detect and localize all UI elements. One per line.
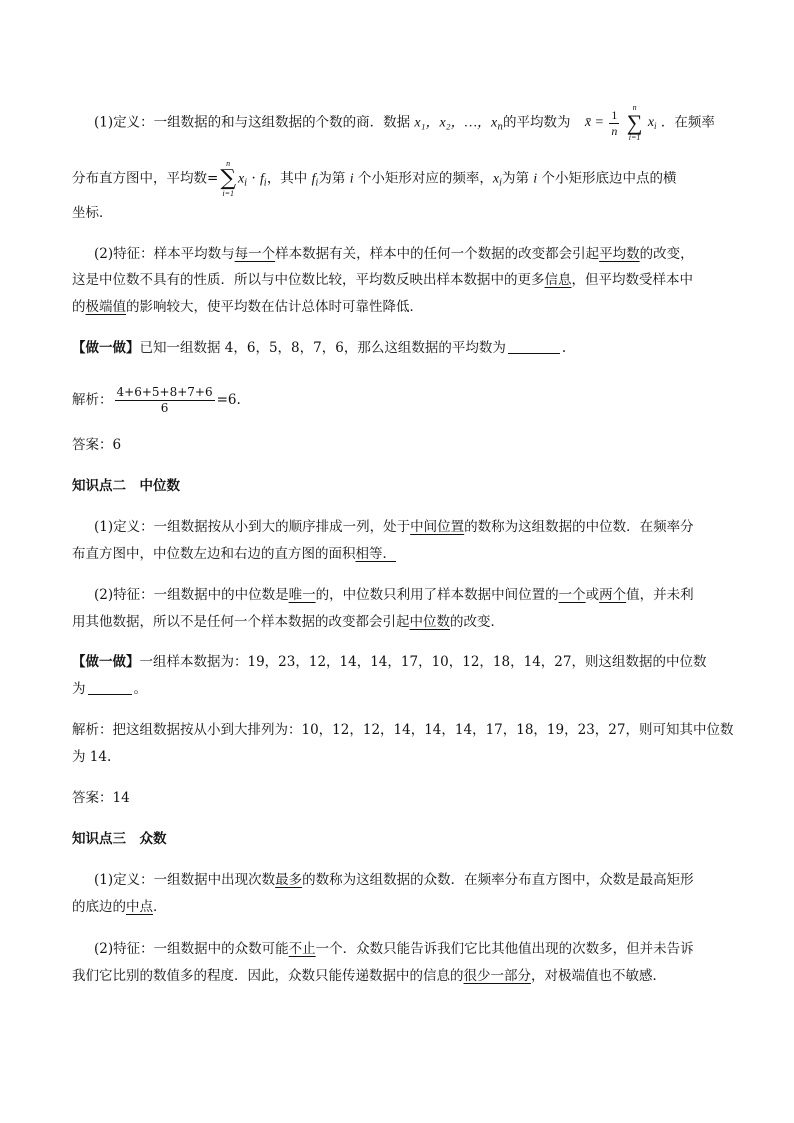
text: 的改变． [450, 614, 504, 630]
text: (1)定义：一组数据的和与这组数据的个数的商．数据 [94, 114, 415, 131]
text: 的 [72, 299, 86, 315]
x-term: x [238, 171, 245, 187]
median-heading: 知识点二 中位数 [72, 478, 180, 494]
text: 的数称为这组数据的中位数．在频率分 [464, 519, 694, 535]
mean-feature-line-2 [72, 270, 693, 290]
exercise-label: 【做一做】 [72, 340, 140, 356]
median-exercise-line-1 [72, 652, 706, 672]
exercise-label: 【做一做】 [72, 654, 140, 670]
f-var-sub: i [315, 178, 319, 189]
text: 一组样本数据为：19，23，12，14，14，17，10，12，18，14，27，则这组数据的中位数 [139, 654, 707, 670]
mean-definition-line-1 [94, 104, 715, 142]
text: ． [153, 899, 167, 915]
text: 为 [72, 681, 86, 697]
underlined-term: 中间位置 [410, 519, 465, 535]
text: = [207, 170, 219, 187]
text: (1)定义：一组数据中出现次数 [94, 872, 276, 888]
mode-heading: 知识点三 众数 [72, 831, 167, 847]
mean-feature-line-3 [72, 297, 423, 317]
underlined-term: 信息 [544, 272, 572, 288]
text: (1)定义：一组数据按从小到大的顺序排成一列，处于 [94, 519, 411, 535]
f-sub: i [263, 178, 267, 189]
frac-den: n [611, 123, 618, 138]
median-feature-line-1 [94, 585, 694, 605]
text: 的影响较大，使平均数在估计总体时可靠性降低． [126, 299, 423, 315]
mode-definition-line-1 [94, 870, 694, 890]
x-sub: i [244, 178, 248, 189]
answer-blank[interactable] [508, 339, 560, 354]
median-definition-line-1 [94, 517, 694, 537]
mode-feature-line-1 [94, 939, 694, 959]
text: 已知一组数据 4，6，5，8，7，6，那么这组数据的平均数为 [139, 340, 506, 356]
underlined-term: 不止 [288, 941, 316, 957]
underlined-term: 平均数 [599, 246, 640, 262]
solution-fraction [115, 385, 215, 416]
underlined-term: 相等． [355, 546, 396, 562]
median-definition-line-2 [72, 544, 396, 564]
text: . [561, 340, 567, 356]
i-var: i [349, 171, 354, 187]
median-solution-line-2: 为 14. [72, 749, 112, 765]
mean-solution [72, 385, 241, 416]
sum-top: n [632, 103, 637, 112]
mode-feature-line-2 [72, 966, 666, 986]
x-var: x [492, 171, 500, 187]
text: 解析： [72, 392, 113, 408]
median-answer: 答案：14 [72, 790, 130, 806]
text: 的，中位数只利用了样本数据中间位置的 [315, 587, 559, 603]
sum-bottom: i=1 [628, 133, 641, 142]
underlined-term: 唯一 [288, 587, 316, 603]
x-bar: x̄ = [584, 115, 605, 131]
text: 用其他数据，所以不是任何一个样本数据的改变都会引起 [72, 614, 410, 630]
text: 的底边的 [72, 899, 126, 915]
var-list: x₁，x₂，…，x [414, 115, 498, 131]
text: 个小矩形底边中点的横 [537, 170, 677, 187]
sum-bottom: i=1 [222, 189, 234, 198]
underlined-term: 中位数 [409, 614, 450, 630]
median-feature-line-2 [72, 612, 504, 632]
text: 样本数据有关，样本中的任何一个数据的改变都会引起 [275, 246, 600, 262]
i-var: i [533, 171, 538, 187]
f-var: f [311, 171, 316, 187]
mode-definition-line-2 [72, 897, 167, 917]
answer-blank[interactable] [88, 680, 132, 695]
underlined-term: 极端值 [85, 299, 126, 315]
mean-feature-line-1 [94, 244, 694, 264]
underlined-term: 每一个 [234, 246, 276, 262]
x-sub: i [654, 121, 657, 132]
underlined-term: 中点 [126, 899, 153, 915]
text: · [251, 170, 256, 187]
sigma-icon: ∑ [626, 110, 643, 135]
text: =6. [216, 392, 241, 408]
text: (2)特征：样本平均数与 [94, 246, 235, 262]
text: 个小矩形对应的频率， [353, 170, 493, 187]
f-term: f [260, 171, 264, 187]
frac-num: 4+6+5+8+7+6 [116, 385, 213, 399]
text: 。 [133, 681, 147, 697]
fraction-1-over-n [609, 108, 619, 139]
text: 一个．众数只能告诉我们它比其他值出现的次数多，但并未告诉 [315, 941, 694, 957]
sigma-icon: ∑ [220, 166, 237, 191]
median-exercise-line-2 [72, 679, 147, 699]
underlined-term: 一个 [558, 587, 586, 603]
frac-num: 1 [611, 107, 618, 122]
text: 为第 [501, 170, 534, 187]
mean-exercise [72, 338, 566, 358]
text: ，但平均数受样本中 [571, 272, 693, 288]
underlined-term: 最多 [275, 872, 303, 888]
text: 的改变， [639, 246, 694, 262]
underlined-term: 很少一部分 [463, 968, 531, 984]
mean-formula [585, 104, 657, 142]
text: 布直方图中，中位数左边和右边的直方图的面积 [72, 546, 356, 562]
text: ，对极端值也不敏感． [531, 968, 666, 984]
mean-definition-line-2 [72, 160, 676, 198]
var-sub-n: n [497, 122, 504, 133]
text: 这是中位数不具有的性质．所以与中位数比较，平均数反映出样本数据中的更多 [72, 272, 545, 288]
text: 我们它比别的数值多的程度．因此，众数只能传递数据中的信息的 [72, 968, 464, 984]
text: 的数称为这组数据的众数．在频率分布直方图中，众数是最高矩形 [302, 872, 694, 888]
mean-answer: 答案：6 [72, 437, 122, 453]
text: ，其中 [266, 170, 312, 187]
sum-top: n [226, 159, 231, 168]
x-var-sub: i [499, 178, 502, 189]
text: 值，并未利 [626, 587, 694, 603]
text: (2)特征：一组数据中的中位数是 [94, 587, 289, 603]
text: 为第 [318, 170, 350, 187]
sum-symbol [220, 160, 236, 198]
text: (2)特征：一组数据中的众数可能 [94, 941, 289, 957]
frac-den: 6 [160, 401, 169, 415]
text: ．在频率 [660, 114, 715, 131]
text: 的平均数为 [503, 114, 571, 131]
mean-definition-line-3: 坐标． [72, 205, 113, 221]
x-term: x [647, 115, 655, 131]
text: 分布直方图中，平均数 [72, 170, 207, 187]
median-solution-line-1: 解析：把这组数据按从小到大排列为：10，12，12，14，14，14，17，18，19，23，27，则可知其中位数 [72, 722, 734, 738]
sum-symbol [627, 104, 643, 142]
text: 或 [585, 587, 600, 603]
underlined-term: 两个 [599, 587, 627, 603]
